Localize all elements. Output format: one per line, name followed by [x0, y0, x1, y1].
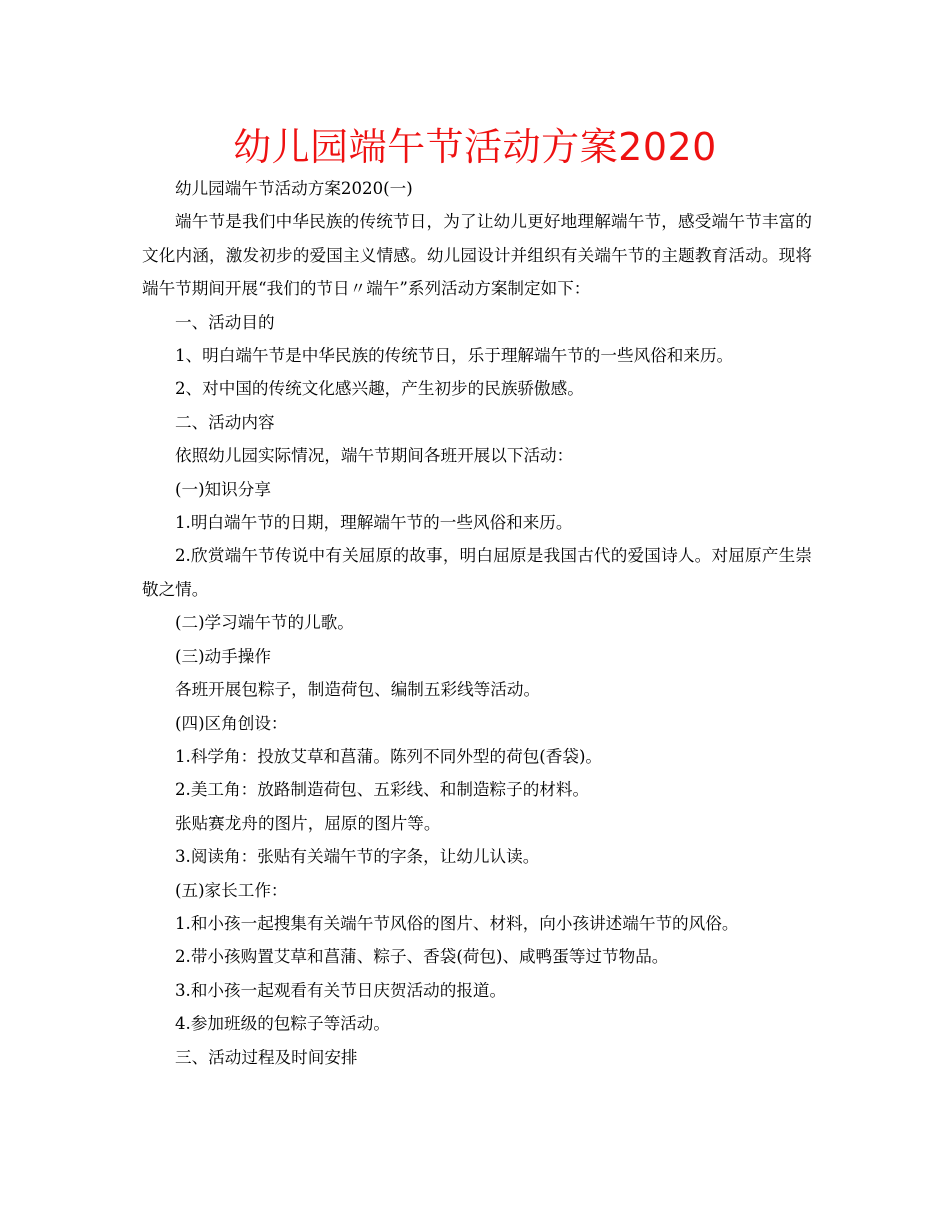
parents-item-4: 4.参加班级的包粽子等活动。 — [175, 1014, 390, 1034]
content-intro: 依照幼儿园实际情况，端午节期间各班开展以下活动： — [175, 446, 574, 466]
parents-item-1: 1.和小孩一起搜集有关端午节风俗的图片、材料，向小孩讲述端午节的风俗。 — [175, 913, 739, 933]
knowledge-item-2: 2.欣赏端午节传说中有关屈原的故事，明白屈原是我国古代的爱国诗人。对屈原产生崇敬之情。 — [142, 546, 812, 599]
subtitle-paragraph: 幼儿园端午节活动方案2020(一) — [175, 179, 413, 198]
corner-item-science: 1.科学角：投放艾草和菖蒲。陈列不同外型的荷包(香袋)。 — [175, 746, 603, 766]
purpose-item-1: 1、明白端午节是中华民族的传统节日，乐于理解端午节的一些风俗和来历。 — [175, 346, 734, 366]
document-title: 幼儿园端午节活动方案2020 — [233, 125, 717, 169]
section-heading-purpose: 一、活动目的 — [175, 312, 275, 332]
corner-item-art-continued: 张贴赛龙舟的图片，屈原的图片等。 — [175, 813, 441, 833]
subsection-parents: (五)家长工作： — [175, 880, 288, 900]
subsection-corners: (四)区角创设： — [175, 713, 288, 733]
purpose-item-2: 2、对中国的传统文化感兴趣，产生初步的民族骄傲感。 — [175, 379, 584, 399]
section-heading-content: 二、活动内容 — [175, 412, 275, 432]
intro-paragraph: 端午节是我们中华民族的传统节日，为了让幼儿更好地理解端午节，感受端午节丰富的文化内涵，激发初步的爱国主义情感。幼儿园设计并组织有关端午节的主题教育活动。现将端午节期间开展“我们的节日〃端午”系列活动方案制定如下： — [142, 212, 812, 299]
document-body — [142, 172, 812, 1074]
handcraft-item: 各班开展包粽子，制造荷包、编制五彩线等活动。 — [175, 680, 541, 700]
subsection-knowledge: (一)知识分享 — [175, 479, 271, 499]
section-heading-schedule: 三、活动过程及时间安排 — [175, 1047, 358, 1067]
subsection-songs: (二)学习端午节的儿歌。 — [175, 613, 354, 633]
knowledge-item-1: 1.明白端午节的日期，理解端午节的一些风俗和来历。 — [175, 513, 573, 533]
corner-item-art: 2.美工角：放路制造荷包、五彩线、和制造粽子的材料。 — [175, 780, 590, 800]
parents-item-2: 2.带小孩购置艾草和菖蒲、粽子、香袋(荷包)、咸鸭蛋等过节物品。 — [175, 947, 669, 967]
parents-item-3: 3.和小孩一起观看有关节日庆贺活动的报道。 — [175, 980, 507, 1000]
subsection-handcraft: (三)动手操作 — [175, 646, 271, 666]
corner-item-reading: 3.阅读角：张贴有关端午节的字条，让幼儿认读。 — [175, 847, 540, 867]
